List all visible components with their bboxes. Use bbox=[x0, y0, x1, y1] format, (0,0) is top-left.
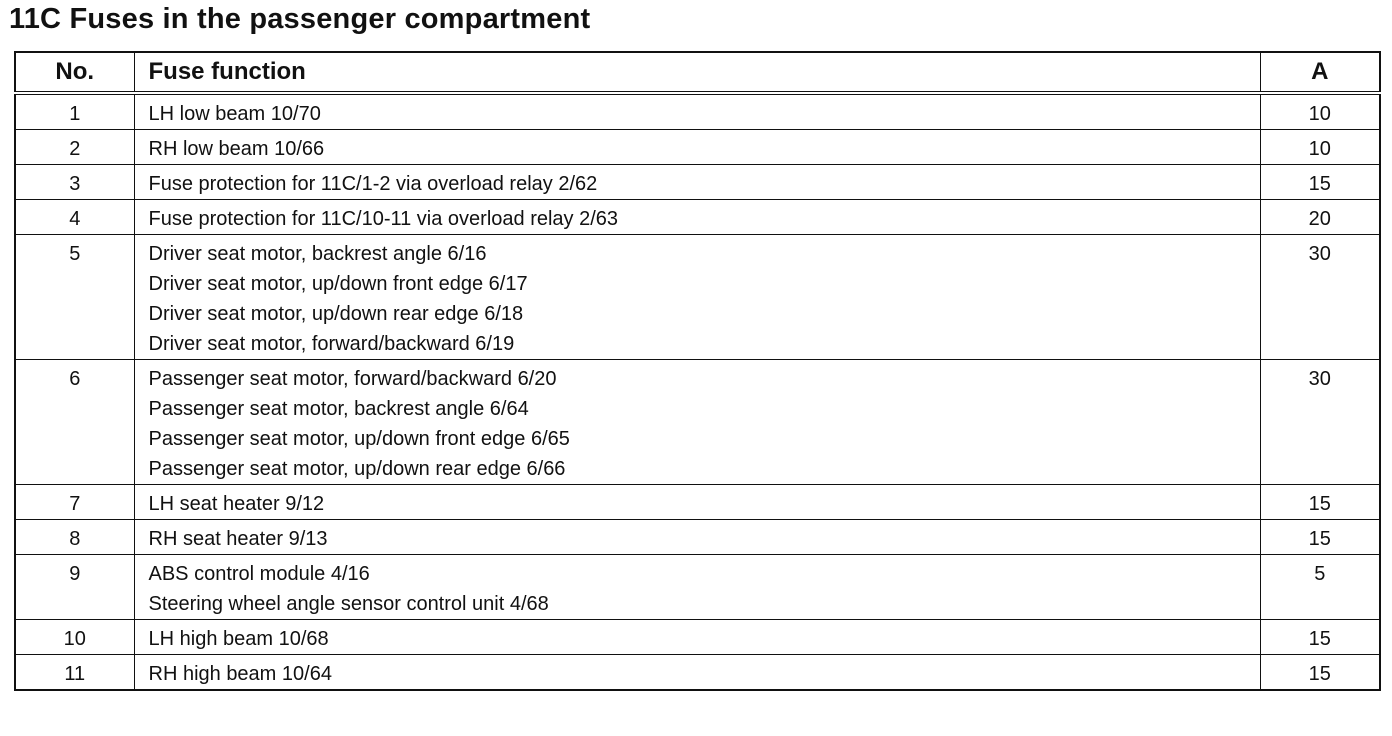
fuse-function-line: ABS control module 4/16 bbox=[148, 563, 370, 585]
table-row bbox=[15, 555, 1380, 620]
fuse-amperage-cell: 15 bbox=[1260, 520, 1380, 555]
fuse-number-cell: 5 bbox=[15, 235, 134, 360]
table-header-row bbox=[15, 52, 1380, 93]
fuse-amperage-cell: 30 bbox=[1260, 235, 1380, 360]
fuse-function-line: RH low beam 10/66 bbox=[148, 138, 325, 160]
table-row bbox=[15, 93, 1380, 130]
fuse-function-line: LH seat heater 9/12 bbox=[148, 493, 325, 515]
fuse-number-cell: 4 bbox=[15, 200, 134, 235]
fuse-amperage-cell: 15 bbox=[1260, 165, 1380, 200]
fuse-function-cell bbox=[134, 520, 1260, 555]
table-row bbox=[15, 130, 1380, 165]
fuse-function-cell bbox=[134, 200, 1260, 235]
fuse-function-line: Steering wheel angle sensor control unit 4/68 bbox=[148, 593, 549, 615]
fuse-function-cell bbox=[134, 655, 1260, 691]
fuse-function-cell bbox=[134, 93, 1260, 130]
table-row bbox=[15, 520, 1380, 555]
column-header-amps: A bbox=[1260, 52, 1380, 93]
fuse-number-cell: 2 bbox=[15, 130, 134, 165]
fuse-number-cell: 3 bbox=[15, 165, 134, 200]
fuse-function-line: Driver seat motor, up/down rear edge 6/18 bbox=[148, 303, 524, 325]
fuse-function-cell bbox=[134, 165, 1260, 200]
table-row bbox=[15, 360, 1380, 485]
table-row bbox=[15, 485, 1380, 520]
fuse-function-line: LH low beam 10/70 bbox=[148, 103, 321, 125]
fuse-function-line: Fuse protection for 11C/10-11 via overload relay 2/63 bbox=[148, 208, 619, 230]
table-row bbox=[15, 235, 1380, 360]
fuse-function-cell bbox=[134, 130, 1260, 165]
fuse-number-cell: 1 bbox=[15, 93, 134, 130]
column-header-no: No. bbox=[15, 52, 134, 93]
fuse-number-cell: 7 bbox=[15, 485, 134, 520]
fuse-function-cell bbox=[134, 620, 1260, 655]
fuse-function-line: LH high beam 10/68 bbox=[148, 628, 329, 650]
fuse-amperage-cell: 20 bbox=[1260, 200, 1380, 235]
fuse-number-cell: 8 bbox=[15, 520, 134, 555]
column-header-fuse-function: Fuse function bbox=[134, 52, 1260, 93]
fuse-number-cell: 6 bbox=[15, 360, 134, 485]
fuse-amperage-cell: 15 bbox=[1260, 620, 1380, 655]
fuse-amperage-cell: 15 bbox=[1260, 655, 1380, 691]
fuse-amperage-cell: 30 bbox=[1260, 360, 1380, 485]
fuse-function-line: Driver seat motor, up/down front edge 6/17 bbox=[148, 273, 528, 295]
fuse-table bbox=[14, 51, 1381, 691]
fuse-number-cell: 11 bbox=[15, 655, 134, 691]
fuse-function-line: Driver seat motor, backrest angle 6/16 bbox=[148, 243, 487, 265]
table-row bbox=[15, 165, 1380, 200]
page-title: 11C Fuses in the passenger compartment bbox=[9, 3, 591, 35]
fuse-number-cell: 9 bbox=[15, 555, 134, 620]
fuse-function-cell bbox=[134, 360, 1260, 485]
table-row bbox=[15, 200, 1380, 235]
fuse-function-cell bbox=[134, 485, 1260, 520]
fuse-function-line: Passenger seat motor, up/down rear edge 6/66 bbox=[148, 458, 566, 480]
fuse-function-cell bbox=[134, 235, 1260, 360]
fuse-table-body bbox=[15, 93, 1380, 690]
fuse-amperage-cell: 5 bbox=[1260, 555, 1380, 620]
fuse-function-line: RH high beam 10/64 bbox=[148, 663, 332, 685]
fuse-amperage-cell: 15 bbox=[1260, 485, 1380, 520]
fuse-amperage-cell: 10 bbox=[1260, 130, 1380, 165]
fuse-function-line: Driver seat motor, forward/backward 6/19 bbox=[148, 333, 515, 355]
table-row bbox=[15, 620, 1380, 655]
fuse-function-line: Passenger seat motor, forward/backward 6/20 bbox=[148, 368, 557, 390]
fuse-amperage-cell: 10 bbox=[1260, 93, 1380, 130]
fuse-function-line: Passenger seat motor, backrest angle 6/64 bbox=[148, 398, 529, 420]
fuse-number-cell: 10 bbox=[15, 620, 134, 655]
fuse-function-line: Passenger seat motor, up/down front edge 6/65 bbox=[148, 428, 570, 450]
fuse-function-line: RH seat heater 9/13 bbox=[148, 528, 328, 550]
fuse-function-line: Fuse protection for 11C/1-2 via overload relay 2/62 bbox=[148, 173, 598, 195]
table-row bbox=[15, 655, 1380, 691]
fuse-function-cell bbox=[134, 555, 1260, 620]
